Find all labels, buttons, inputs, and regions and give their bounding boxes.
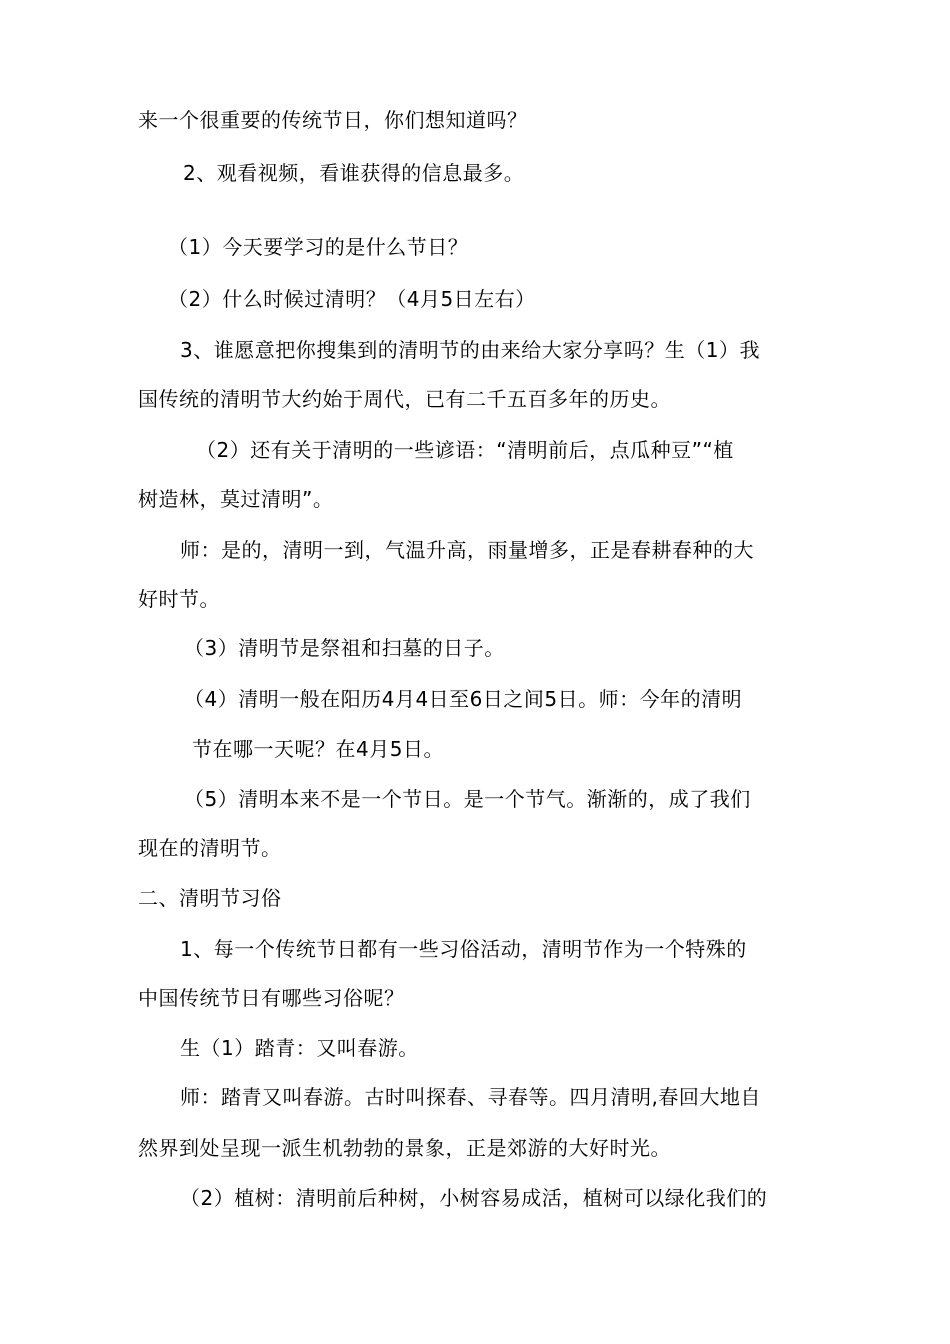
text-line-1: 来一个很重要的传统节日，你们想知道吗？ <box>138 108 528 132</box>
text-line-13: 节在哪一天呢？在4月5日。 <box>192 737 444 761</box>
text-line-5: 3、谁愿意把你搜集到的清明节的由来给大家分享吗？生（1）我 <box>180 338 760 362</box>
text-line-4: （2）什么时候过清明？（4月5日左右） <box>168 287 536 311</box>
text-line-10: 好时节。 <box>138 587 220 611</box>
text-line-15: 现在的清明节。 <box>138 836 282 860</box>
text-line-11: （3）清明节是祭祖和扫墓的日子。 <box>184 636 505 660</box>
text-line-19: 生（1）踏青：又叫春游。 <box>180 1036 419 1060</box>
text-line-21: 然界到处呈现一派生机勃勃的景象，正是郊游的大好时光。 <box>138 1136 671 1160</box>
section-heading: 二、清明节习俗 <box>138 886 282 910</box>
text-line-8: 树造林，莫过清明”。 <box>138 487 334 511</box>
text-line-20: 师：踏青又叫春游。古时叫探春、寻春等。四月清明,春回大地自 <box>180 1085 761 1109</box>
text-line-12: （4）清明一般在阳历4月4日至6日之间5日。师：今年的清明 <box>184 687 743 711</box>
text-line-17: 1、每一个传统节日都有一些习俗活动，清明节作为一个特殊的 <box>180 937 747 961</box>
text-line-22: （2）植树：清明前后种树，小树容易成活，植树可以绿化我们的 <box>180 1186 768 1210</box>
text-line-3: （1）今天要学习的是什么节日？ <box>168 235 469 259</box>
text-line-14: （5）清明本来不是一个节日。是一个节气。渐渐的，成了我们 <box>184 787 751 811</box>
text-line-2: 2、观看视频，看谁获得的信息最多。 <box>183 161 525 185</box>
text-line-9: 师：是的，清明一到，气温升高，雨量增多，正是春耕春种的大 <box>180 538 754 562</box>
text-line-6: 国传统的清明节大约始于周代，已有二千五百多年的历史。 <box>138 387 671 411</box>
text-line-7: （2）还有关于清明的一些谚语：“清明前后，点瓜种豆”“植 <box>196 438 734 462</box>
text-line-18: 中国传统节日有哪些习俗呢？ <box>138 986 405 1010</box>
